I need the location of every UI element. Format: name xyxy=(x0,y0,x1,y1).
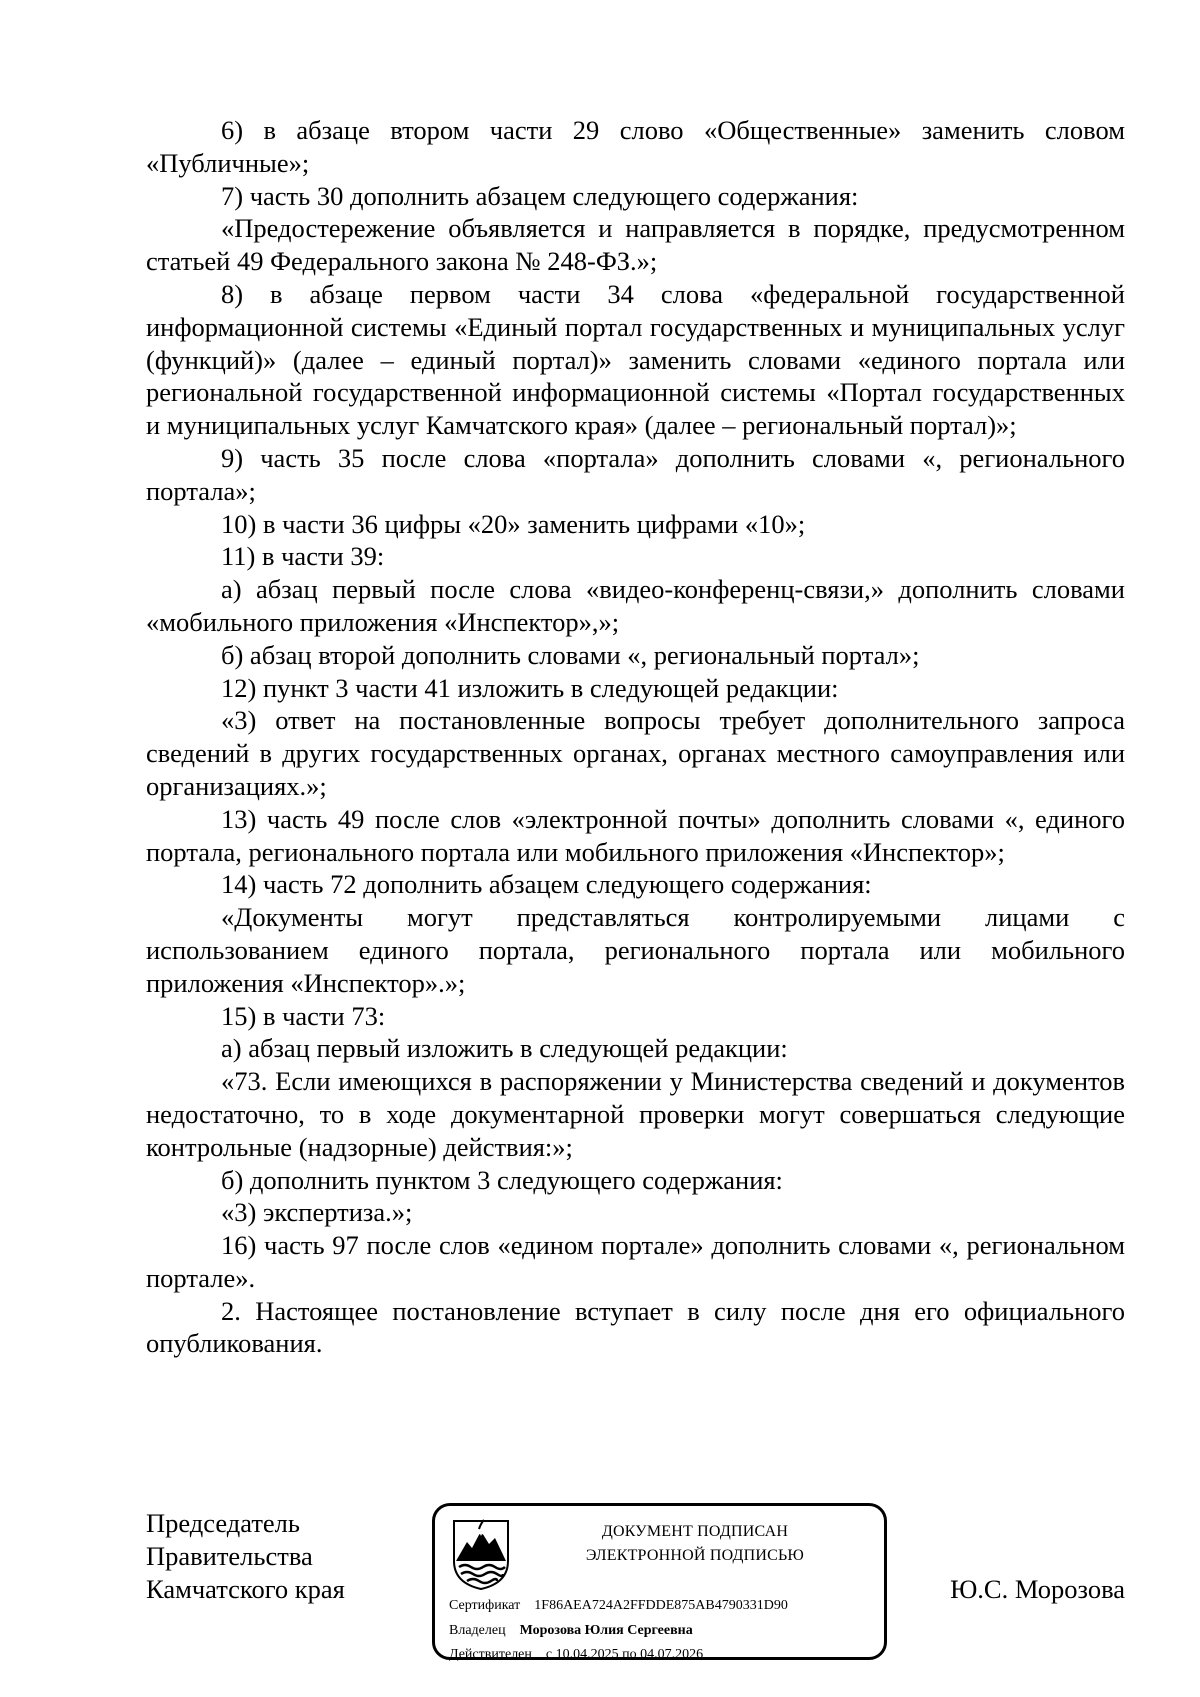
validity-value: с 10.04.2025 по 04.07.2026 xyxy=(545,1647,704,1662)
document-body xyxy=(146,114,1125,1360)
paragraph-item-16: 16) часть 97 после слов «едином портале» дополнить словами «, региональном портале». xyxy=(146,1230,1125,1293)
position-line: Председатель xyxy=(146,1508,300,1538)
paragraph-item-7: 7) часть 30 дополнить абзацем следующего содержания: xyxy=(221,180,859,211)
paragraph-item-7-text: «Предостережение объявляется и направляется в порядке, предусмотренном статьей 49 Федерального закона № 248-ФЗ.»; xyxy=(146,213,1125,277)
paragraph-item-11b: б) абзац второй дополнить словами «, региональный портал»; xyxy=(221,639,920,670)
paragraph-item-12-text: «3) ответ на постановленные вопросы требует дополнительного запроса сведений в других государственных органах, органах местного самоуправления или организациях.»; xyxy=(146,705,1125,801)
paragraph-item-11: 11) в части 39: xyxy=(221,541,385,572)
signatory-name: Ю.С. Морозова xyxy=(950,1574,1125,1604)
paragraph-item-6: 6) в абзаце втором части 29 слово «Общественные» заменить словом «Публичные»; xyxy=(146,115,1125,178)
paragraph-item-13: 13) часть 49 после слов «электронной почты» дополнить словами «, единого портала, регионального портала или мобильного приложения «Инспектор»; xyxy=(146,803,1125,867)
kamchatka-coat-of-arms-icon xyxy=(451,1517,511,1591)
paragraph-item-15b: б) дополнить пунктом 3 следующего содержания: xyxy=(221,1164,783,1195)
signatory-position xyxy=(146,1507,345,1606)
paragraph-item-15b-text: «3) экспертиза.»; xyxy=(221,1197,413,1228)
paragraph-item-11a: а) абзац первый после слова «видео-конференц-связи,» дополнить словами «мобильного приложения «Инспектор»,»; xyxy=(146,574,1125,637)
position-line: Правительства xyxy=(146,1541,313,1571)
paragraph-item-15a-text: «73. Если имеющихся в распоряжении у Министерства сведений и документов недостаточно, то в ходе документарной проверки могут совершаться следующие контрольные (надзорные) действия:»; xyxy=(146,1066,1125,1162)
stamp-certificate-row xyxy=(449,1598,788,1614)
stamp-validity-row xyxy=(449,1647,703,1663)
stamp-heading xyxy=(530,1520,860,1568)
position-line: Камчатского края xyxy=(146,1574,345,1604)
paragraph-item-14-text: «Документы могут представляться контролируемыми лицами с использованием единого портала, регионального портала или мобильного приложения «Инспектор».»; xyxy=(146,902,1125,998)
stamp-owner-row xyxy=(449,1623,693,1639)
paragraph-item-15a: а) абзац первый изложить в следующей редакции: xyxy=(221,1033,788,1064)
certificate-value: 1F86AEA724A2FFDDE875AB4790331D90 xyxy=(534,1598,788,1613)
paragraph-item-12: 12) пункт 3 части 41 изложить в следующей редакции: xyxy=(221,672,839,703)
certificate-label: Сертификат xyxy=(449,1598,521,1613)
paragraph-item-15: 15) в части 73: xyxy=(221,1000,386,1031)
paragraph-item-14: 14) часть 72 дополнить абзацем следующего содержания: xyxy=(221,869,872,900)
stamp-heading-line: ЭЛЕКТРОННОЙ ПОДПИСЬЮ xyxy=(585,1547,805,1564)
paragraph-item-10: 10) в части 36 цифры «20» заменить цифрами «10»; xyxy=(221,508,806,539)
paragraph-item-8: 8) в абзаце первом части 34 слова «федеральной государственной информационной системы «Единый портал государственных и муниципальных услуг (функций)» (далее – единый портал)» заменить словами «единого портала или региональной государственной информационной системы «Портал государственных и муниципальных услуг Камчатского края» (далее – региональный портал)»; xyxy=(146,278,1125,441)
validity-label: Действителен xyxy=(449,1647,532,1662)
stamp-heading-line: ДОКУМЕНТ ПОДПИСАН xyxy=(601,1523,789,1540)
owner-value: Морозова Юлия Сергеевна xyxy=(519,1623,693,1638)
owner-label: Владелец xyxy=(449,1623,506,1638)
electronic-signature-stamp xyxy=(432,1503,887,1660)
paragraph-clause-2: 2. Настоящее постановление вступает в силу после дня его официального опубликования. xyxy=(146,1295,1125,1359)
paragraph-item-9: 9) часть 35 после слова «портала» дополнить словами «, регионального портала»; xyxy=(146,442,1125,506)
